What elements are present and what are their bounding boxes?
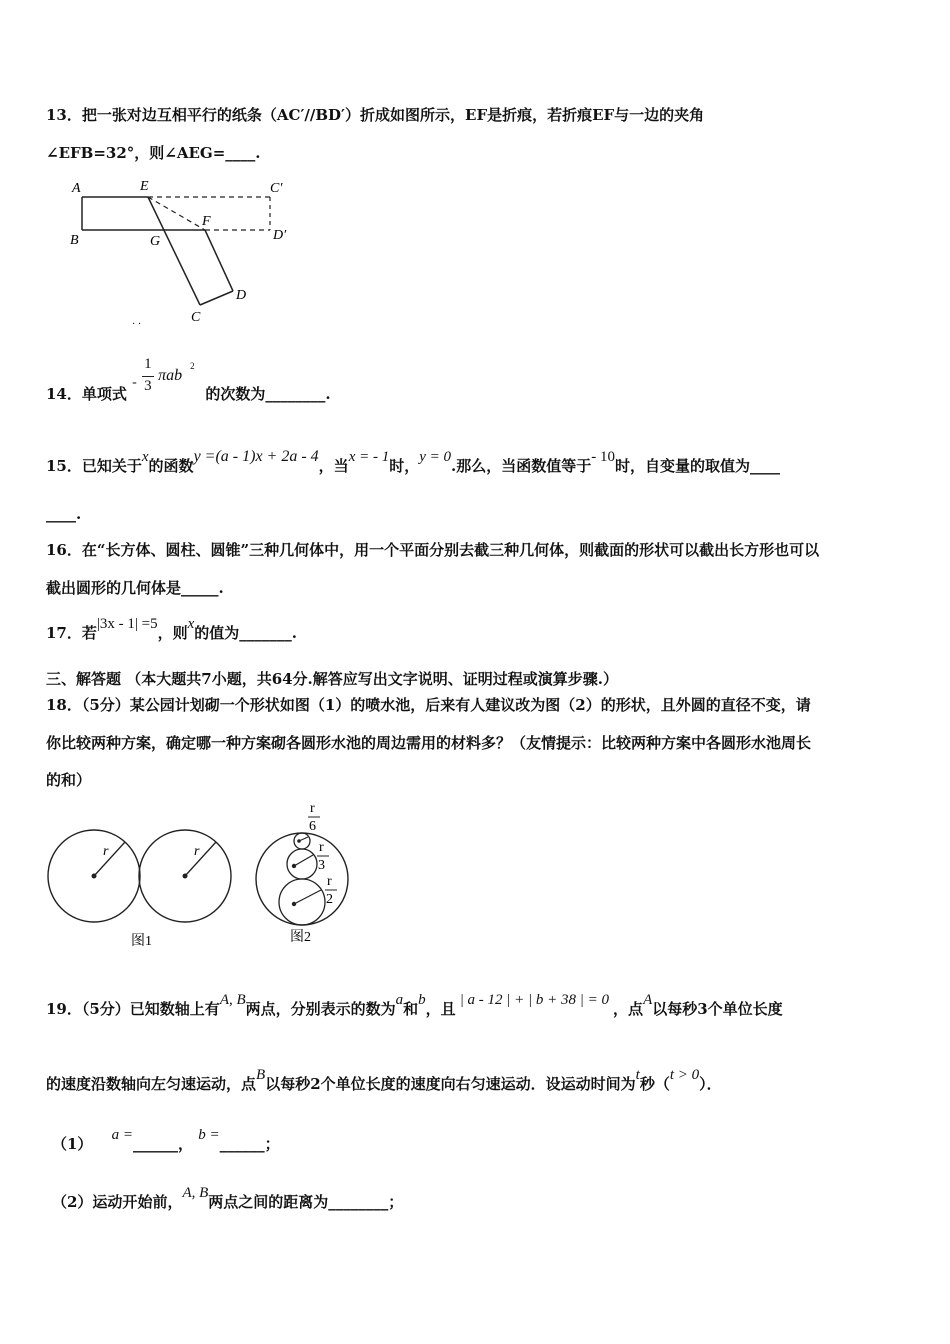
label-dots: · · (132, 319, 142, 330)
fold-CD (200, 291, 233, 305)
label-E: E (140, 179, 149, 194)
q15-function: y =(a - 1)x + 2a - 4 (193, 448, 319, 465)
q19-text9: 秒（ (639, 1075, 670, 1093)
fig1-radius-left (94, 842, 125, 876)
q19-text4: ，且 (425, 1000, 456, 1018)
label-G: G (150, 234, 161, 249)
q15-value: - 10 (591, 449, 615, 465)
q18-figure1 (45, 825, 240, 955)
q19-text2: 两点，分别表示的数为 (245, 1000, 396, 1018)
label-A: A (72, 181, 81, 196)
q19-points-AB: A, B (219, 992, 246, 1008)
q15-text5: .那么，当函数值等于 (451, 457, 592, 475)
label-B: B (70, 233, 79, 248)
fig2-circle-r6 (294, 833, 310, 849)
q19-text3: 和 (403, 1000, 419, 1018)
q19-sub1-blank-a: ______， (133, 1135, 194, 1153)
q19-sub2 (52, 1185, 404, 1212)
q19-sub1-a: a = (111, 1127, 134, 1143)
q17-text2: ，则 (157, 624, 188, 642)
q19-sub2-label: （2）运动开始前， (52, 1193, 183, 1211)
fig2-center-r6 (297, 839, 301, 843)
fig2-label-r2-num: r (327, 874, 332, 889)
q19-t-condition: t > 0 (669, 1067, 700, 1083)
q19-text5: ，点 (613, 1000, 644, 1018)
fig2-label-r2-den: 2 (326, 892, 333, 907)
q14-minus: - (132, 375, 137, 390)
fig2-center-r2 (292, 902, 296, 906)
q19-line1 (46, 992, 783, 1019)
section3-note: （本大题共7小题，共64分.解答应写出文字说明、证明过程或演算步骤.） (126, 670, 619, 688)
q19-point-A: A (643, 992, 653, 1008)
q19-text8: 以每秒2个单位长度的速度向右匀速运动．设运动时间为 (265, 1075, 636, 1093)
fig1-label-r-right: r (194, 844, 200, 859)
q14-numerator: 1 (144, 356, 152, 372)
q14-expr: πab (158, 367, 183, 384)
q19-text10: ）． (699, 1075, 722, 1093)
label-Dp: D′ (273, 228, 287, 243)
fig2-radius-r3 (294, 855, 313, 866)
q19-line2 (46, 1067, 722, 1094)
q15-cond-x: x = - 1 (348, 449, 390, 465)
q13-line1: 13．把一张对边互相平行的纸条（AC′//BD′）折成如图所示，EF是折痕，若折痕EF与一边的夹角 (46, 106, 705, 124)
q18-line1: 18．（5分）某公园计划砌一个形状如图（1）的喷水池，后来有人建议改为图（2）的形状，且外圆的直径不变，请 (46, 696, 811, 714)
q19-var-t: t (635, 1067, 640, 1083)
q19-sub2-text: 两点之间的距离为________； (208, 1193, 404, 1211)
q13-figure (60, 175, 300, 330)
q19-sub1 (52, 1127, 280, 1154)
fig1-radius-right (185, 842, 216, 876)
fig2-circle-r3 (287, 849, 317, 879)
q14-denominator: 3 (144, 378, 152, 394)
fig1-center-left (92, 874, 97, 879)
fig2-label-r3-num: r (319, 840, 324, 855)
q17-var-x: x (187, 616, 195, 632)
fig2-circle-r2 (279, 879, 325, 925)
q15-text1: 15．已知关于 (46, 457, 142, 475)
q17-text3: 的值为_______. (194, 624, 298, 642)
q15-var-x: x (141, 449, 149, 465)
q14-monomial (132, 356, 200, 403)
fig2-center-r3 (292, 864, 296, 868)
q15-text4: 时， (389, 457, 420, 475)
q14-suffix: 的次数为________. (205, 385, 331, 403)
q16-line2: 截出圆形的几何体是_____. (46, 579, 224, 597)
q13-line2: ∠EFB=32°，则∠AEG=____. (46, 144, 261, 162)
q19-sub1-blank-b: ______； (219, 1135, 280, 1153)
fold-EC (148, 197, 200, 305)
q18-line3: 的和） (46, 771, 92, 789)
q19-text1: 19．（5分）已知数轴上有 (46, 1000, 220, 1018)
label-D: D (236, 288, 247, 303)
q15-text3: ，当 (318, 457, 349, 475)
fig2-label-r3-den: 3 (318, 858, 325, 873)
fig2-label-r6-num: r (310, 801, 315, 816)
q17-text1: 17．若 (46, 624, 97, 642)
q19-text7: 的速度沿数轴向左匀速运动，点 (46, 1075, 257, 1093)
label-Cp: C′ (270, 181, 283, 196)
q15-cond-y: y = 0 (419, 449, 452, 465)
q19-sub1-label: （1） (52, 1135, 93, 1153)
q14-line (46, 356, 331, 404)
q15-text6: 时，自变量的取值为____ (615, 457, 781, 475)
q14-exponent: 2 (190, 361, 195, 371)
q19-sub2-points: A, B (182, 1185, 209, 1201)
q19-var-b: b (418, 992, 426, 1008)
fig1-label-r-left: r (103, 844, 109, 859)
fig1-center-right (183, 874, 188, 879)
q14-prefix: 14．单项式 (46, 385, 127, 403)
q14-fraction-bar (142, 376, 154, 377)
fold-FD (205, 230, 233, 291)
q19-sub1-b: b = (198, 1127, 220, 1143)
q19-point-B: B (256, 1067, 266, 1083)
q15-line2: ____. (46, 505, 82, 523)
label-F: F (202, 214, 211, 229)
q15-text2: 的函数 (148, 457, 194, 475)
q18-line2: 你比较两种方案，确定哪一种方案砌各圆形水池的周边需用的材料多？（友情提示：比较两种方案中各圆形水池周长 (46, 734, 812, 752)
q16-line1: 16．在“长方体、圆柱、圆锥”三种几何体中，用一个平面分别去截三种几何体，则截面的形状可以截出长方形也可以 (46, 541, 820, 559)
fig1-caption: 图1 (131, 934, 152, 949)
fig2-label-r6-den: 6 (309, 819, 316, 834)
fig2-radius-r2 (294, 890, 321, 904)
q19-var-a: a (395, 992, 404, 1008)
section3-heading (46, 668, 618, 689)
q17-abs-eq: |3x - 1| =5 (96, 616, 158, 632)
section3-title: 三、解答题 (46, 670, 122, 688)
q18-figure2 (250, 795, 360, 950)
q19-text6: 以每秒3个单位长度 (652, 1000, 783, 1018)
q17-line (46, 616, 298, 643)
q19-equation: | a - 12 | + | b + 38 | = 0 (459, 992, 610, 1008)
fig2-caption: 图2 (290, 930, 311, 945)
q15-line1 (46, 448, 781, 476)
label-C: C (191, 310, 201, 325)
